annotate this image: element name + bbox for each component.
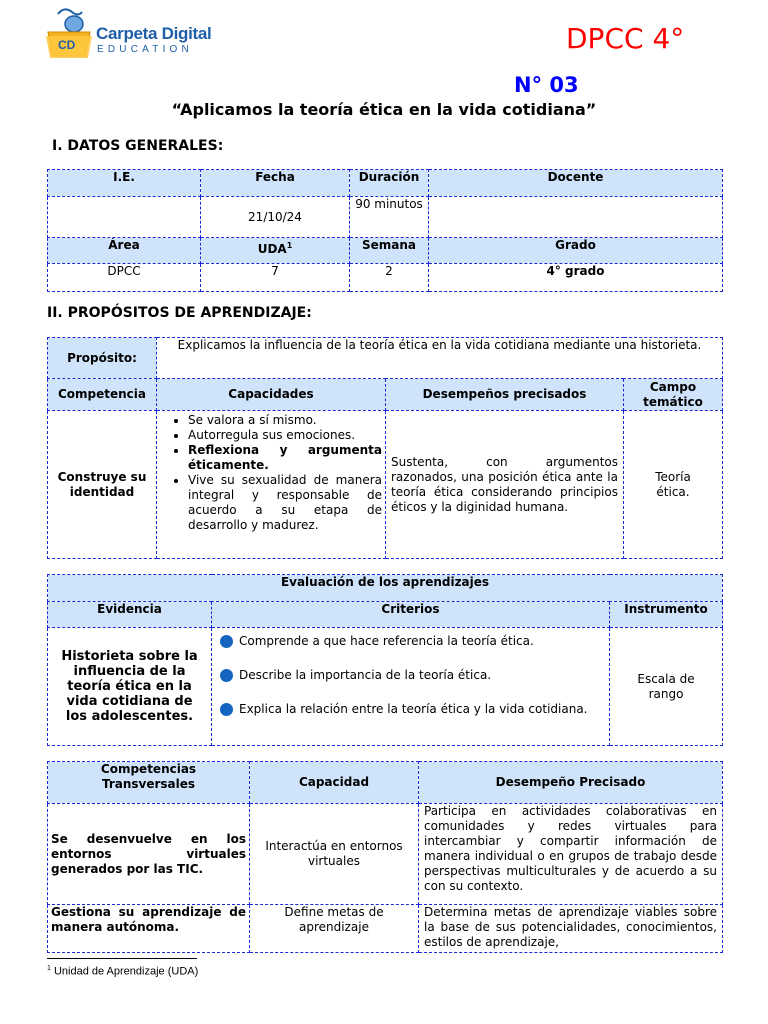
evaluacion-title: Evaluación de los aprendizajes <box>48 575 723 602</box>
transversal-competencia: Se desenvuelve en los entornos virtuales generados por las TIC. <box>48 804 250 905</box>
footnote <box>47 965 198 978</box>
header-competencia: Competencia <box>48 379 157 411</box>
footnote-separator <box>47 958 197 959</box>
value-ie <box>48 197 201 238</box>
header-ie: I.E. <box>48 170 201 197</box>
logo-badge: CD <box>58 38 76 52</box>
competencia-value: Construye su identidad <box>48 411 157 559</box>
footnote-ref: 1 <box>286 241 293 250</box>
footnote-text: Unidad de Aprendizaje (UDA) <box>50 965 199 978</box>
header-grado: Grado <box>429 238 723 264</box>
header-competencias-transversales: Competencias Transversales <box>48 762 250 804</box>
value-area: DPCC <box>48 264 201 292</box>
header-semana: Semana <box>350 238 429 264</box>
capacidades-list <box>157 411 386 559</box>
session-number: N° 03 <box>514 73 579 97</box>
transversal-capacidad: Define metas de aprendizaje <box>250 905 419 953</box>
instrumento-value: Escala de rango <box>610 628 723 746</box>
transversal-capacidad: Interactúa en entornos virtuales <box>250 804 419 905</box>
transversal-competencia: Gestiona su aprendizaje de manera autónoma. <box>48 905 250 953</box>
header-area: Área <box>48 238 201 264</box>
table-row <box>48 905 723 953</box>
bullet-dot-icon <box>220 669 233 682</box>
value-docente <box>429 197 723 238</box>
value-semana: 2 <box>350 264 429 292</box>
transversal-desempeno-text: Determina metas de aprendizaje viables sobre la base de sus potencialidades, conocimientos, estilos de aprendizaje, <box>424 905 717 949</box>
page-title: “Aplicamos la teoría ética en la vida cotidiana” <box>171 100 597 119</box>
logo-name: Carpeta Digital <box>96 24 212 43</box>
header-instrumento: Instrumento <box>610 602 723 628</box>
section-propositos: II. PROPÓSITOS DE APRENDIZAJE: <box>47 305 312 321</box>
header-capacidades: Capacidades <box>157 379 386 411</box>
header-desempeno-precisado: Desempeño Precisado <box>419 762 723 804</box>
bullet-dot-icon <box>220 635 233 648</box>
capacidad-item: • Reflexiona y argumenta éticamente. <box>188 443 382 473</box>
criterio-item <box>220 702 603 717</box>
header-evidencia: Evidencia <box>48 602 212 628</box>
header-duracion: Duración <box>350 170 429 197</box>
criterio-text: Comprende a que hace referencia la teoría ética. <box>239 634 534 648</box>
capacidad-item: • Se valora a sí mismo. <box>188 413 382 428</box>
header-uda <box>201 238 350 264</box>
table-row <box>48 804 723 905</box>
criterio-text: Describe la importancia de la teoría ética. <box>239 668 492 682</box>
course-code: DPCC 4° <box>566 22 685 55</box>
header-desempenos: Desempeños precisados <box>386 379 624 411</box>
header-fecha: Fecha <box>201 170 350 197</box>
value-uda: 7 <box>201 264 350 292</box>
proposito-text: Explicamos la influencia de la teoría ética en la vida cotidiana mediante una historieta. <box>157 338 723 379</box>
header-criterios: Criterios <box>212 602 610 628</box>
footnote-mark: 1 <box>47 965 51 972</box>
transversal-desempeno <box>419 905 723 953</box>
datos-table <box>47 169 723 292</box>
section-datos-generales: I. DATOS GENERALES: <box>52 138 224 154</box>
criterio-text: Explica la relación entre la teoría ética y la vida cotidiana. <box>239 702 588 716</box>
desempeno-value: Sustenta, con argumentos razonados, una posición ética ante la teoría ética considerando principios éticos y la diginidad humana. <box>386 411 624 559</box>
evidencia-value: Historieta sobre la influencia de la teoría ética en la vida cotidiana de los adolescentes. <box>48 628 212 746</box>
propositos-table <box>47 337 723 559</box>
value-grado: 4° grado <box>429 264 723 292</box>
logo-subtitle: EDUCATION <box>97 44 193 55</box>
criterios-list <box>212 628 610 746</box>
proposito-label: Propósito: <box>48 338 157 379</box>
criterio-item <box>220 634 603 649</box>
transversal-desempeno: Participa en actividades colaborativas en comunidades y redes virtuales para intercambiar y compartir información de manera individual o en grupos de trabajo desde perspectivas multiculturales y de acuerdo a su con su contexto. <box>419 804 723 905</box>
evaluacion-table <box>47 574 723 746</box>
header-docente: Docente <box>429 170 723 197</box>
criterio-item <box>220 668 603 683</box>
capacidad-item: • Autorregula sus emociones. <box>188 428 382 443</box>
header-uda-label: UDA <box>257 242 287 256</box>
campo-value: Teoría ética. <box>624 411 723 559</box>
header-campo: Campo temático <box>624 379 723 411</box>
value-fecha: 21/10/24 <box>201 197 350 238</box>
value-duracion: 90 minutos <box>350 197 429 238</box>
header-capacidad: Capacidad <box>250 762 419 804</box>
bullet-dot-icon <box>220 703 233 716</box>
transversales-table <box>47 761 723 953</box>
capacidad-item: • Vive su sexualidad de manera integral y responsable de acuerdo a su etapa de desarrollo y madurez. <box>188 473 382 533</box>
